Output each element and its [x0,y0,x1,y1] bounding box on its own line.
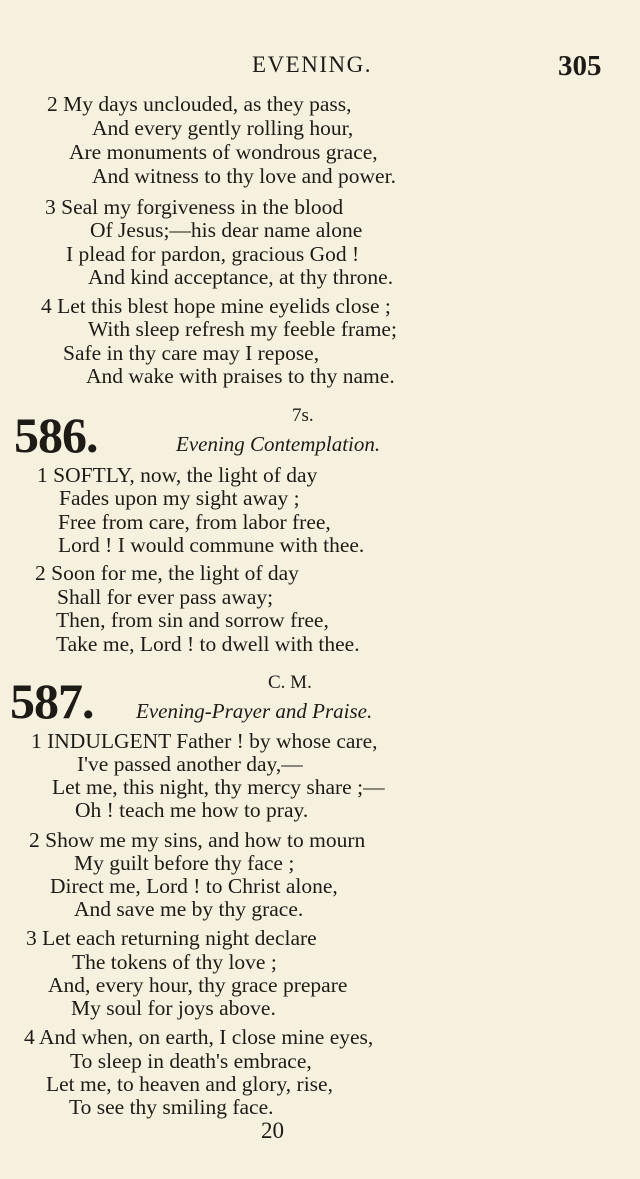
stanza-line: Free from care, from labor free, [58,510,331,534]
stanza-line: Are monuments of wondrous grace, [69,140,378,164]
stanza-line: Shall for ever pass away; [57,585,274,609]
stanza-line: With sleep refresh my feeble frame; [88,317,397,341]
hymn-title: Evening Contemplation. [176,432,381,456]
stanza-line: 2 Show me my sins, and how to mourn [29,828,366,852]
hymn-meter: 7s. [292,405,314,426]
stanza-line: 1 INDULGENT Father ! by whose care, [31,729,378,753]
stanza-line: The tokens of thy love ; [72,950,277,974]
stanza-line: And, every hour, thy grace prepare [48,973,348,997]
stanza-line: 4 And when, on earth, I close mine eyes, [24,1025,374,1049]
stanza-line: 1 SOFTLY, now, the light of day [37,463,318,487]
stanza-line: 2 Soon for me, the light of day [35,561,299,585]
signature-mark: 20 [261,1118,284,1143]
stanza-line: Safe in thy care may I repose, [63,341,320,365]
stanza-line: Then, from sin and sorrow free, [56,608,329,632]
stanza-line: And witness to thy love and power. [92,164,396,188]
hymn-number: 586. [14,407,98,463]
stanza-line: 3 Seal my forgiveness in the blood [45,195,344,219]
page-number: 305 [558,50,602,82]
stanza-line: Of Jesus;—his dear name alone [90,218,363,242]
stanza-line: Oh ! teach me how to pray. [75,798,309,822]
stanza-line: And save me by thy grace. [74,897,304,921]
stanza-line: 3 Let each returning night declare [26,926,317,950]
stanza-line: To see thy smiling face. [69,1095,274,1119]
stanza-line: To sleep in death's embrace, [70,1049,312,1073]
stanza-line: My guilt before thy face ; [74,851,295,875]
stanza-line: My soul for joys above. [71,996,276,1020]
hymn-meter: C. M. [268,672,312,693]
stanza-line: Lord ! I would commune with thee. [58,533,365,557]
stanza-line: 4 Let this blest hope mine eyelids close ; [41,294,391,318]
stanza-line: I've passed another day,— [77,752,303,776]
hymn-title: Evening-Prayer and Praise. [136,699,373,723]
stanza-line: And kind acceptance, at thy throne. [88,265,394,289]
stanza-line: 2 My days unclouded, as they pass, [47,92,352,116]
stanza-line: Let me, this night, thy mercy share ;— [52,775,385,799]
hymn-number: 587. [10,673,94,729]
stanza-line: Take me, Lord ! to dwell with thee. [56,632,360,656]
stanza-line: Direct me, Lord ! to Christ alone, [50,874,338,898]
stanza-line: Fades upon my sight away ; [59,486,300,510]
stanza-line: And every gently rolling hour, [92,116,354,140]
stanza-line: Let me, to heaven and glory, rise, [46,1072,333,1096]
running-header: EVENING. [252,52,372,77]
stanza-line: I plead for pardon, gracious God ! [66,242,360,266]
stanza-line: And wake with praises to thy name. [86,364,395,388]
